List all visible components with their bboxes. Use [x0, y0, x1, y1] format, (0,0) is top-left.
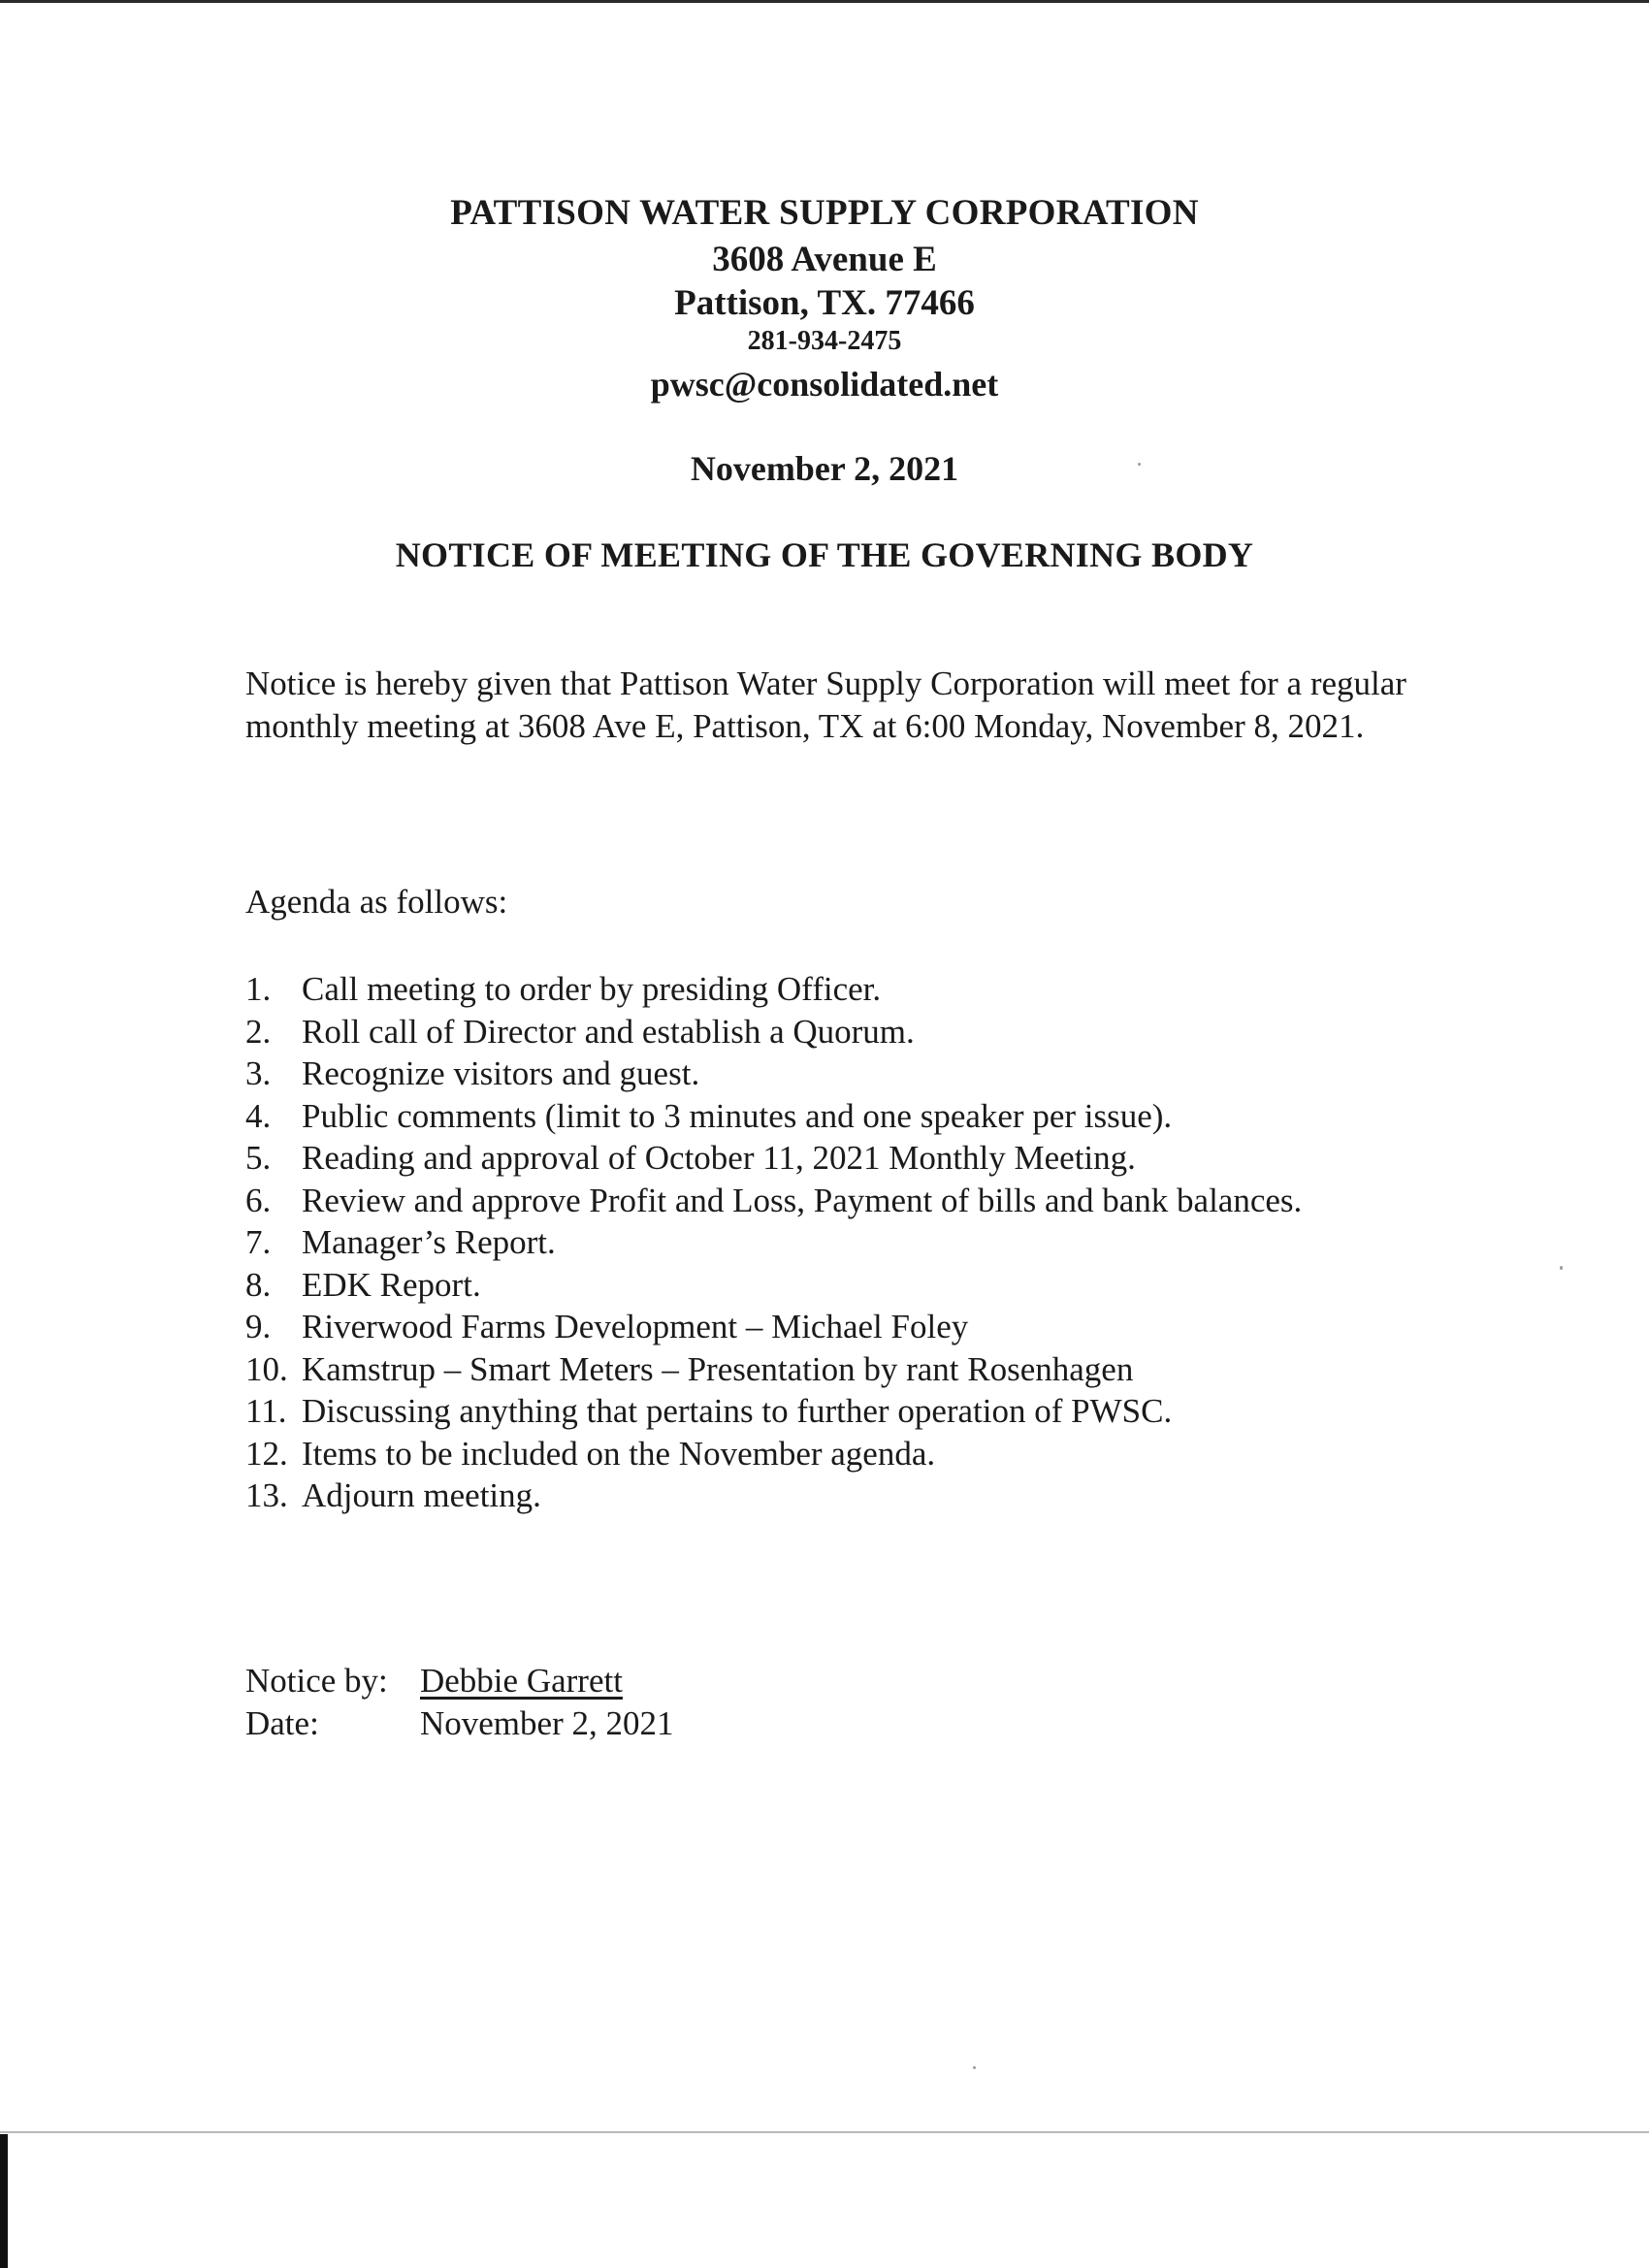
- agenda-item-text: Public comments (limit to 3 minutes and one speaker per issue).: [302, 1096, 1173, 1135]
- agenda-item-number: 7.: [245, 1223, 272, 1261]
- agenda-item-text: Roll call of Director and establish a Quorum.: [302, 1012, 915, 1051]
- agenda-item-number: 6.: [245, 1181, 272, 1219]
- notice-date-line: [245, 1702, 673, 1745]
- organization-address: 3608 Avenue E: [712, 240, 937, 279]
- notice-by-line: [245, 1660, 623, 1702]
- agenda-item-text: Manager’s Report.: [302, 1223, 556, 1261]
- agenda-item-number: 8.: [245, 1265, 272, 1304]
- scan-edge-left: [0, 2134, 8, 2268]
- agenda-item-text: Kamstrup – Smart Meters – Presentation by rant Rosenhagen: [302, 1349, 1134, 1388]
- agenda-intro: Agenda as follows:: [245, 883, 508, 921]
- organization-name: PATTISON WATER SUPPLY CORPORATION: [450, 193, 1199, 233]
- notice-paragraph: Notice is hereby given that Pattison Water Supply Corporation will meet for a regular monthly meeting at 3608 Ave E, Pattison, TX at 6:00 Monday, November 8, 2021.: [245, 664, 1406, 745]
- agenda-item: [245, 1221, 1361, 1264]
- agenda-item: [245, 1348, 1361, 1391]
- scan-edge-bottom: [0, 2131, 1649, 2133]
- agenda-item-text: Reading and approval of October 11, 2021 Monthly Meeting.: [302, 1139, 1136, 1177]
- scan-speck: [973, 2066, 976, 2069]
- agenda-list: [245, 968, 1361, 1517]
- agenda-item-text: Review and approve Profit and Loss, Payment of bills and bank balances.: [302, 1181, 1303, 1219]
- notice-by-name: Debbie Garrett: [420, 1662, 623, 1700]
- agenda-item-text: EDK Report.: [302, 1265, 481, 1304]
- notice-date-label: Date:: [245, 1704, 319, 1742]
- agenda-item-text: Riverwood Farms Development – Michael Foley: [302, 1308, 969, 1345]
- agenda-item: [245, 968, 1361, 1011]
- agenda-item-text: Adjourn meeting.: [302, 1476, 541, 1514]
- agenda-item: [245, 1390, 1361, 1433]
- notice-by-label: Notice by:: [245, 1662, 388, 1700]
- document-title: NOTICE OF MEETING OF THE GOVERNING BODY: [395, 535, 1254, 574]
- organization-phone: 281-934-2475: [747, 326, 902, 356]
- agenda-item-number: 10.: [245, 1349, 288, 1388]
- agenda-item-number: 2.: [245, 1012, 272, 1051]
- agenda-item-number: 12.: [245, 1434, 288, 1473]
- organization-email: pwsc@consolidated.net: [650, 365, 999, 404]
- agenda-item: [245, 1011, 1361, 1053]
- agenda-item-text: Items to be included on the November agenda.: [302, 1434, 936, 1473]
- agenda-item-number: 9.: [245, 1308, 272, 1345]
- agenda-item-text: Call meeting to order by presiding Officer.: [302, 970, 882, 1008]
- agenda-item: [245, 1433, 1361, 1475]
- agenda-item-number: 4.: [245, 1096, 272, 1135]
- agenda-item-number: 13.: [245, 1476, 288, 1514]
- scan-edge-top: [0, 0, 1649, 3]
- agenda-item-number: 3.: [245, 1054, 272, 1092]
- agenda-item: [245, 1095, 1361, 1138]
- agenda-item: [245, 1306, 1361, 1348]
- scan-speck: [1560, 1266, 1563, 1270]
- agenda-item: [245, 1180, 1361, 1222]
- agenda-item-number: 11.: [245, 1392, 287, 1430]
- agenda-item-number: 5.: [245, 1139, 272, 1177]
- agenda-item-text: Recognize visitors and guest.: [302, 1054, 700, 1092]
- agenda-item: [245, 1474, 1361, 1517]
- organization-city: Pattison, TX. 77466: [674, 283, 975, 323]
- notice-date-value: November 2, 2021: [420, 1704, 674, 1742]
- agenda-item-text: Discussing anything that pertains to further operation of PWSC.: [302, 1392, 1173, 1430]
- agenda-item: [245, 1137, 1361, 1180]
- agenda-item: [245, 1053, 1361, 1095]
- document-date: November 2, 2021: [690, 449, 959, 488]
- agenda-item-number: 1.: [245, 970, 272, 1008]
- agenda-item: [245, 1264, 1361, 1307]
